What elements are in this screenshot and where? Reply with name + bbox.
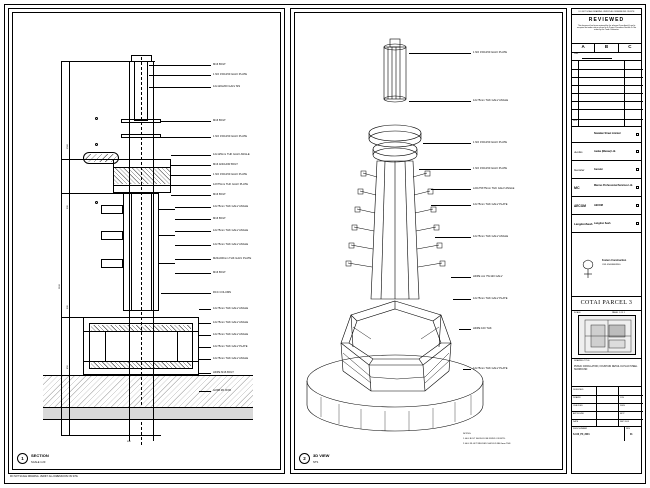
leader-3d-0 [409,53,471,54]
signoff-row-2 [572,403,643,404]
key-plan-panel-label: PANEL 1 OF 1 [612,312,626,314]
annotation-4: 1 NO 150x150 GALV PLATE [213,135,248,138]
dim-value-3: 450 [67,365,69,369]
shaft-inner-l [131,193,132,311]
consultant-logo-5: LangdonSeah [574,222,593,226]
field-label-1: DRAWN [573,397,581,399]
view-scale-3d: NTS [313,461,319,464]
field-value-3: MCP [620,413,625,415]
leader-9 [171,195,211,196]
leader-3d-1 [409,101,471,102]
consultant-row-3 [572,179,641,197]
rev-col-div-1 [578,61,579,127]
leader-5 [171,155,211,156]
annotation-16: RCC COLUMN [213,291,232,294]
client-name: Fosters Construction [602,259,627,262]
consultant-check-3[interactable] [636,186,639,189]
dim-value-2: 900 [67,305,69,309]
consultant-name-0: Nowalan Street Limited [594,132,621,135]
annotation-3: M16 BOLT [213,119,226,122]
consultant-name-3: Marcus Professional Services Ltd. [594,184,633,187]
view-mark-section: 1 [17,453,28,464]
sheet-footer-note: DO NOT SCALE DRAWING. VERIFY ALL DIMENSIONS ON SITE [10,476,78,478]
annotation-19: 12x75mm THK GALV ANGLE [213,333,249,336]
dim-tick-6 [61,435,123,436]
bracket-r-3 [159,263,175,264]
revision-label: REV [573,120,578,122]
signoff-table [572,387,641,427]
annotation-22: HDPE M16 BOLT [213,371,234,374]
leader-2 [149,87,211,88]
shaft-inner-r [151,193,152,311]
stamp-col-b[interactable]: B [595,44,618,52]
leader-19 [199,335,211,336]
dim-tick-5 [61,375,85,376]
consultant-row-1 [572,143,641,161]
annotation-3d-1: 12x75mm THK GALV ANGLE [473,99,509,102]
field-label-3: APPROVED [573,413,585,415]
project-title-cell [572,297,641,311]
callout-bubble-2 [95,143,98,146]
dim-line-outer [61,61,62,435]
annotation-3d-8: 12x75mm THK GALV PLATE [473,297,508,300]
annotation-2: 12x120x200 GALV MS [213,85,241,88]
ground-line-top [43,407,253,408]
dim-line-main [69,61,70,435]
annotation-3d-10: 12x75mm THK GALV PLATE [473,367,508,370]
view-title-3d: 3D VIEW [313,453,330,458]
revision-table [572,61,641,127]
bracket-r-2 [159,235,175,236]
base-div-1 [83,331,199,332]
dim-tick-1 [61,61,131,62]
leader-4 [161,137,211,138]
cloud-hatch [85,154,117,162]
leader-3 [161,121,211,122]
annotation-8: 12X75mm THK GALV PLATE [213,183,248,186]
leader-3d-2 [423,143,471,144]
isometric-assembly-graphic [291,9,568,475]
leader-3d-9 [459,329,471,330]
field-label-0: DESIGNED [573,389,584,391]
bracket-r-1 [159,209,175,210]
annotation-13: 12x75mm THK GALV ANGLE [213,243,249,246]
dim-tick-2 [61,159,121,160]
annotation-0: M16 BOLT [213,63,226,66]
leader-3d-10 [463,369,471,370]
annotation-1: 1 NO 150x150 GALV PLATE [213,73,248,76]
review-stamp-columns [572,43,641,53]
rev-row-1 [572,69,643,70]
signoff-row-1 [572,395,643,396]
rev-field-label: REV [626,428,631,430]
pole-top-plate [131,55,151,56]
annotation-3d-4: L20x75X75mm THK GALV ANGLE [473,187,515,190]
consultant-logo-4: AECOM [574,204,586,208]
dim-value-0: 1500 [67,144,69,149]
annotation-3d-0: 1 NO 150x150 GALV PLATE [473,51,508,54]
key-plan-thumbnail [578,315,636,355]
consultant-check-1[interactable] [636,150,639,153]
client-block [572,233,641,297]
leader-7 [171,175,211,176]
annotation-23: 4/20B M1 ROD [213,389,232,392]
consultant-row-5 [572,215,641,233]
consultant-row-0 [572,127,641,143]
rev-value: 01 [630,434,633,436]
annotation-5: 12x125mm THK GALV ANGLE [213,153,250,156]
view-panel-section [8,8,285,474]
leader-20 [199,347,211,348]
dim-value-1: 600 [67,205,69,209]
annotation-11: M16 BOLT [213,217,226,220]
drawing-title-value: PUBLIC CIRCULATION, FOUNTAIN DETAIL 01 PLAN STEEL SURROUND [574,366,638,371]
base-hatch-top [91,325,191,331]
stamp-col-c[interactable]: C [628,44,632,49]
project-title: COTAI PARCEL 3 [580,300,633,306]
leader-6 [171,165,211,166]
pile-line-r [153,375,154,435]
field-value-1: JCH [620,397,624,399]
dim-tick-4 [61,317,85,318]
view-scale-section: SCALE 1:20 [31,461,46,464]
consultant-check-4[interactable] [636,204,639,207]
leader-21 [199,359,211,360]
tb-top-note: DO NOT SCALE DRAWING. VERIFY ALL DIMENSIONS ON SITE [578,10,635,13]
leader-13 [175,245,211,246]
callout-bubble-3 [95,201,98,204]
ground-line-bot [43,419,253,420]
leader-11 [175,219,211,220]
bracket-1 [101,205,123,214]
dim-tick-3 [61,193,123,194]
callout-bubble-1 [95,117,98,120]
annotation-15: M16 BOLT [213,271,226,274]
pole-top-edge-l [131,55,132,61]
collar-plate-1 [121,119,161,123]
annotation-10: 12x75mm THK GALV ANGLE [213,205,249,208]
review-stamp-date-rule [582,58,612,59]
leader-0 [149,65,211,66]
leader-3d-3 [419,169,471,170]
view-title-section: SECTION [31,453,49,458]
field-value-2: DWG [620,405,625,407]
notes-heading: NOTES: [463,433,472,435]
collar-plate-2 [121,134,161,138]
field-label-2: CHECKED [573,405,583,407]
signoff-col-1 [596,387,597,427]
leader-3d-7 [451,277,471,278]
drawing-number-cell [572,427,641,441]
annotation-12: 12x75mm THK GALV ANGLE [213,229,249,232]
annotation-17: 12x75mm THK GALV ANGLE [213,307,249,310]
rev-col-div-2 [624,61,625,127]
rev-row-2 [572,77,643,78]
leader-17 [199,309,211,310]
leader-1 [149,75,211,76]
upper-body-div-2 [113,185,171,186]
bracket-3 [101,259,123,268]
consultant-check-5[interactable] [636,222,639,225]
key-plan-label-scale: SCALE [574,312,581,314]
rev-row-5 [572,101,643,102]
review-stamp-body: This document has been reviewed by the relevant Consultant(s) and is accepted for tender status referral to in Project Procedure Section 5.4 for action by the Trade Contractor. [576,25,637,32]
consultant-logo-3: MC [574,186,580,190]
annotation-9: M16 BOLT [213,193,226,196]
consultant-row-2 [572,161,641,179]
annotation-3d-7: HDPE c/w 75x120 GALV [473,275,503,278]
annotation-7: 1 NO 150x150 GALV PLATE [213,173,248,176]
leader-3d-8 [453,299,471,300]
drawing-title-cell [572,359,641,387]
dwg-no-divider [624,427,625,441]
upper-body-hatch [114,168,170,184]
leader-10 [175,207,211,208]
top-pole [134,61,148,121]
annotation-3d-6: 12x75mm THK GALV ANGLE [473,235,509,238]
dim-value-5: 300 [127,441,131,443]
signoff-row-4 [572,419,643,420]
consultant-check-0[interactable] [636,133,639,136]
consultant-name-5: Langdon Seah [594,222,611,225]
annotation-6: M16 ANCHOR BOLT [213,163,238,166]
annotation-18: 12x75mm THK GALV ANGLE [213,321,249,324]
view-mark-3d: 2 [299,453,310,464]
annotation-3d-9: HDPE 100 THK [473,327,492,330]
leader-23 [199,391,211,392]
base-rib-2 [177,331,178,361]
leader-18 [199,323,211,324]
field-label-4: DATE [573,421,579,423]
rev-row-6 [572,109,643,110]
rev-row-4 [572,93,643,94]
consultant-name-1: Aedas (Macau) Ltd. [594,150,616,153]
leader-22 [199,373,211,374]
pile-line-l [129,375,130,435]
stamp-col-a[interactable]: A [572,44,595,52]
pole-top-edge-r [151,55,152,61]
consultant-name-2: Gensler [594,168,603,171]
leader-16 [161,293,211,294]
pile-bottom [121,435,161,436]
annotation-3d-2: 1 NO 150x150 GALV PLATE [473,141,508,144]
consultant-logo-1: Aedas [574,150,583,154]
ground-fill [43,407,253,419]
rev-header-div [572,119,643,120]
annotation-3d-5: 12x75mm THK GALV PLATE [473,203,508,206]
signoff-row-3 [572,411,643,412]
signoff-col-2 [618,387,619,427]
consultant-logo-2: Gensler [574,168,585,172]
dwg-no-label: DWG NUMBER [573,428,588,430]
leader-15 [175,273,211,274]
review-stamp-date-label: Date : [574,53,580,55]
dim-value-4: 2100 [59,284,61,289]
field-value-4: SEP 2009 [620,421,629,423]
drawing-title-label: DRAWING TITLE [574,360,590,362]
notes-line-1: 1. ALL BOLT SHOULD BE FIXED ON SITE. [463,438,506,440]
notes-line-2: 2. ALL FILLET WELDED SHOULD BE 6mm THK. [463,443,512,445]
leader-3d-6 [435,237,471,238]
leader-8 [171,185,211,186]
consultant-name-4: AECOM [594,204,603,207]
leader-3d-4 [431,189,471,190]
annotation-20: 12x75mm THK GALV PLATE [213,345,248,348]
consultant-check-2[interactable] [636,168,639,171]
review-stamp-heading: REVIEWED [588,17,625,23]
key-plan-cell [572,311,641,359]
leader-12 [175,231,211,232]
consultant-row-4 [572,197,641,215]
title-block [571,8,642,474]
central-shaft [123,193,159,311]
dwg-no-value: S-100_P3_2001 [573,434,590,436]
review-stamp [572,15,641,61]
leader-3d-5 [431,205,471,206]
annotation-21: 12x75mm THK GALV ANGLE [213,357,249,360]
annotation-3d-3: 1 NO 150x150 GALV PLATE [473,167,508,170]
leader-14 [175,259,211,260]
base-rib-1 [105,331,106,361]
client-sub: CIVIL ENGINEERING [602,264,621,266]
rev-row-3 [572,85,643,86]
pole-cap [127,61,155,62]
bracket-2 [101,231,123,240]
view-panel-3d [290,8,567,474]
annotation-14: M20x200mm THK GALV PLATE [213,257,252,260]
client-logo-icon [578,257,598,279]
base-hatch-bot [91,362,191,368]
